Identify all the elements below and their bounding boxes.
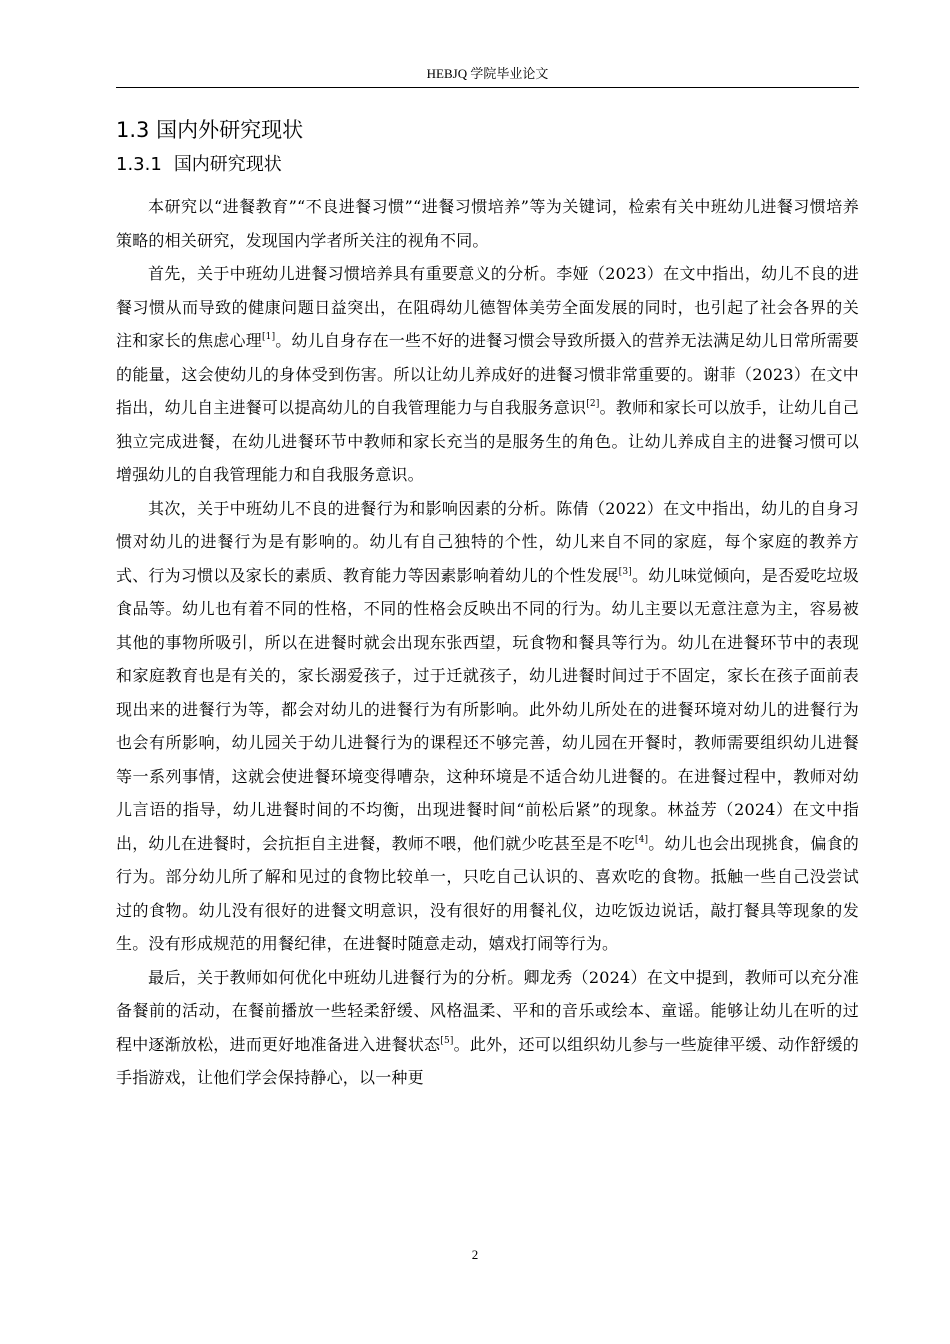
citation: [5] [440,1035,454,1046]
paragraph-factors [116,492,859,961]
citation: [4] [634,834,649,845]
paragraph-text: 最后，关于教师如何优化中班幼儿进餐行为的分析。卿龙秀（2024）在文中提到，教师可以充分准备餐前的活动，在餐前播放一些轻柔舒缓、风格温柔、平和的音乐或绘本、童谣。能够让幼儿在听的过程中逐渐放松，进而更好地准备进入进餐状态 [116,967,859,1054]
paragraph-text: 。幼儿味觉倾向，是否爱吃垃圾食品等。幼儿也有着不同的性格，不同的性格会反映出不同的行为。幼儿主要以无意注意为主，容易被其他的事物所吸引，所以在进餐时就会出现东张西望，玩食物和餐具等行为。幼儿在进餐环节中的表现和家庭教育也是有关的，家长溺爱孩子，过于迁就孩子，幼儿进餐时间过于不固定，家长在孩子面前表现出来的进餐行为等，都会对幼儿的进餐行为有所影响。此外幼儿所处在的进餐环境对幼儿的进餐行为也会有所影响，幼儿园关于幼儿进餐行为的课程还不够完善，幼儿园在开餐时，教师需要组织幼儿进餐等一系列事情，这就会使进餐环境变得嘈杂，这种环境是不适合幼儿进餐的。在进餐过程中，教师对幼儿言语的指导，幼儿进餐时间的不均衡，出现进餐时间“前松后紧”的现象。林益芳（2024）在文中指出，幼儿在进餐时，会抗拒自主进餐，教师不喂，他们就少吃甚至是不吃 [116,565,859,853]
page-body [116,112,859,1095]
section-number: 1.3 [116,118,150,142]
citation: [1] [261,332,276,342]
section-heading [116,112,859,148]
page-number: 2 [471,1247,479,1262]
paragraph-intro [116,190,859,257]
running-header: HEBJQ 学院毕业论文 [116,64,859,88]
paragraph-text: 。教师和家长可以放手，让幼儿自己独立完成进餐，在幼儿进餐环节中教师和家长充当的是服务生的角色。让幼儿养成自主的进餐习惯可以增强幼儿的自我管理能力和自我服务意识。 [116,398,860,484]
paragraph-text: 其次，关于中班幼儿不良的进餐行为和影响因素的分析。陈倩（2022）在文中指出，幼儿的自身习惯对幼儿的进餐行为是有影响的。幼儿有自己独特的个性，幼儿来自不同的家庭，每个家庭的教养方式、行为习惯以及家长的素质、教育能力等因素影响着幼儿的个性发展 [116,498,859,585]
citation: [3] [618,566,632,577]
paragraph-text: 。幼儿也会出现挑食，偏食的行为。部分幼儿所了解和见过的食物比较单一，只吃自己认识的、喜欢吃的食物。抵触一些自己没尝试过的食物。幼儿没有很好的进餐文明意识，没有很好的用餐礼仪，边吃饭边说话，敲打餐具等现象的发生。没有形成规范的用餐纪律，在进餐时随意走动，嬉戏打闹等行为。 [116,833,859,953]
subsection-number: 1.3.1 [116,154,162,175]
paragraph-text: 本研究以“进餐教育”“不良进餐习惯”“进餐习惯培养”等为关键词，检索有关中班幼儿进餐习惯培养策略的相关研究，发现国内学者所关注的视角不同。 [116,197,859,250]
subsection-title: 国内研究现状 [173,154,282,175]
section-title: 国内外研究现状 [156,118,304,142]
paragraph-text: 首先，关于中班幼儿进餐习惯培养具有重要意义的分析。李娅（2023）在文中指出，幼儿不良的进餐习惯从而导致的健康问题日益突出，在阻碍幼儿德智体美劳全面发展的同时，也引起了社会各界的关注和家长的焦虑心理 [116,264,859,350]
subsection-heading [116,148,859,182]
paragraph-significance [116,257,859,492]
citation: [2] [586,399,600,409]
paragraph-text: 。此外，还可以组织幼儿参与一些旋律平缓、动作舒缓的手指游戏，让他们学会保持静心，以一种更 [116,1034,859,1087]
paragraph-text: 。幼儿自身存在一些不好的进餐习惯会导致所摄入的营养无法满足幼儿日常所需要的能量，这会使幼儿的身体受到伤害。所以让幼儿养成好的进餐习惯非常重要的。谢菲（2023）在文中指出，幼儿自主进餐可以提高幼儿的自我管理能力与自我服务意识 [116,331,859,417]
paragraph-optimization [116,961,859,1095]
